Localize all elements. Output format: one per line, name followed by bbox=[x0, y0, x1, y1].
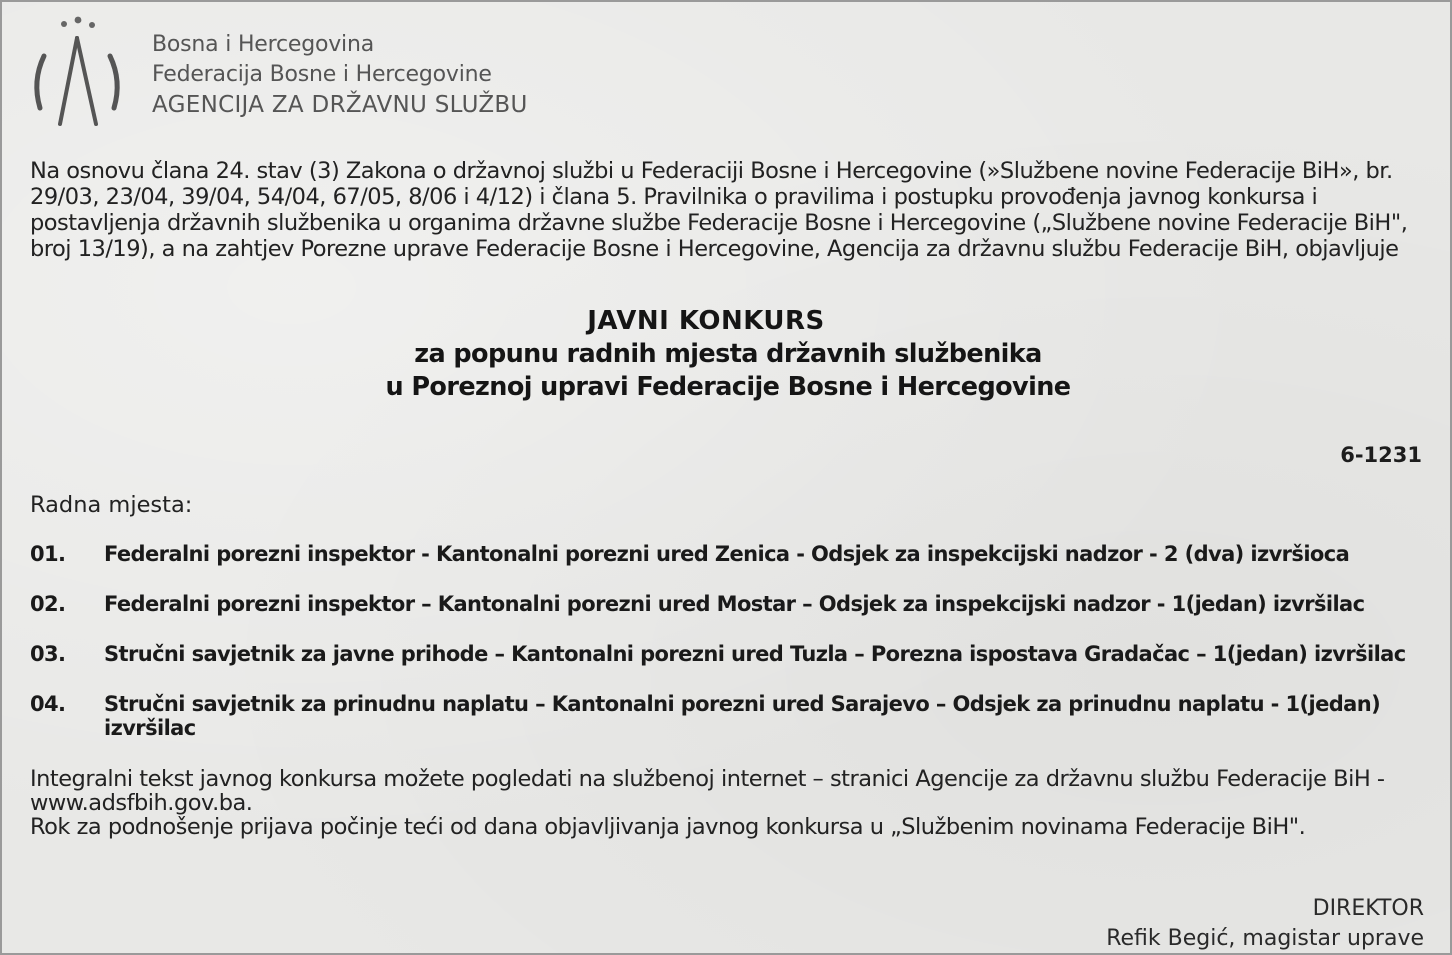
list-item bbox=[30, 542, 1425, 592]
position-number: 04. bbox=[30, 692, 66, 716]
position-description: Federalni porezni inspektor - Kantonalni porezni ured Zenica - Odsjek za inspekcijski nadzor - 2 (dva) izvršioca bbox=[104, 542, 1350, 566]
list-item bbox=[30, 592, 1425, 642]
list-item bbox=[30, 642, 1425, 692]
position-number: 01. bbox=[30, 542, 66, 566]
position-description: Stručni savjetnik za javne prihode – Kantonalni porezni ured Tuzla – Porezna ispostava Gradačac – 1(jedan) izvršilac bbox=[104, 642, 1406, 666]
title-subtitle-2: u Poreznoj upravi Federacije Bosne i Hercegovine bbox=[385, 372, 1071, 402]
deadline-notice: Rok za podnošenje prijava počinje teći od dana objavljivanja javnog konkursa u „Službenim novinama Federacije BiH". bbox=[30, 814, 1306, 840]
signature-block bbox=[1106, 894, 1424, 954]
position-description: Federalni porezni inspektor – Kantonalni porezni ured Mostar – Odsjek za inspekcijski nadzor - 1(jedan) izvršilac bbox=[104, 592, 1365, 616]
positions-list bbox=[30, 542, 1425, 742]
signatory-name: Refik Begić, magistar uprave bbox=[1106, 926, 1424, 951]
agency-logo bbox=[26, 16, 136, 136]
federation-name: Federacija Bosne i Hercegovine bbox=[152, 62, 492, 87]
announcement-title bbox=[2, 304, 1452, 404]
agency-name: AGENCIJA ZA DRŽAVNU SLUŽBU bbox=[152, 92, 528, 118]
positions-label: Radna mjesta: bbox=[30, 492, 193, 518]
signatory-title: DIREKTOR bbox=[1312, 896, 1424, 921]
list-item bbox=[30, 692, 1425, 742]
position-number: 03. bbox=[30, 642, 66, 666]
title-main: JAVNI KONKURS bbox=[587, 306, 825, 336]
country-name: Bosna i Hercegovina bbox=[152, 32, 374, 57]
full-text-notice: Integralni tekst javnog konkursa možete pogledati na službenoj internet – stranici Agencije za državnu službu Federacije BiH - www.adsfbih.gov.ba. bbox=[30, 766, 1385, 816]
title-subtitle-1: za popunu radnih mjesta državnih službenika bbox=[414, 339, 1042, 369]
footer-text bbox=[30, 767, 1425, 839]
position-number: 02. bbox=[30, 592, 66, 616]
intro-paragraph: Na osnovu člana 24. stav (3) Zakona o državnoj službi u Federaciji Bosne i Hercegovine (»Službene novine Federacije BiH», br. 29/03, 23/04, 39/04, 54/04, 67/05, 8/06 i 4/12) i člana 5. Pravilnika o pravilima i postupku provođenja javnog konkursa i postavljenja državnih službenika u organima državne službe Federacije Bosne i Hercegovine („Službene novine Federacije BiH", broj 13/19), a na zahtjev Porezne uprave Federacije Bosne i Hercegovine, Agencija za državnu službu Federacije BiH, objavljuje bbox=[30, 158, 1408, 262]
reference-number: 6-1231 bbox=[1340, 443, 1422, 467]
issuer-header bbox=[152, 34, 528, 125]
position-description: Stručni savjetnik za prinudnu naplatu – Kantonalni porezni ured Sarajevo – Odsjek za prinudnu naplatu - 1(jedan) izvršilac bbox=[104, 692, 1381, 740]
